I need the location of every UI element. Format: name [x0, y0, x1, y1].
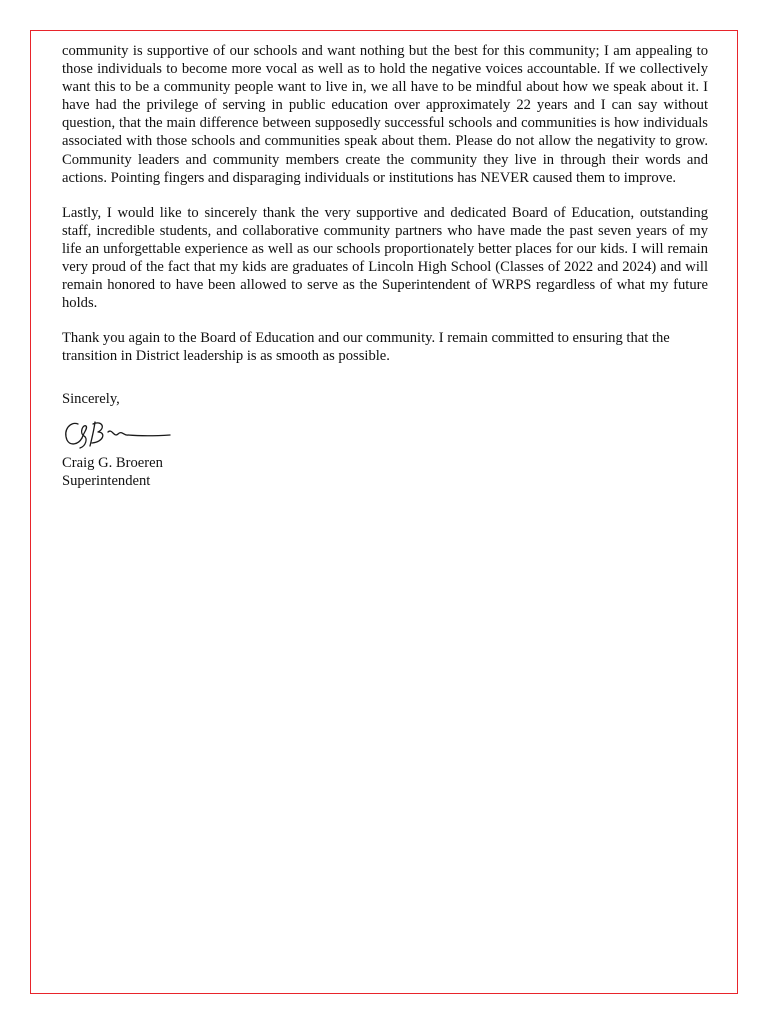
signer-title: Superintendent: [62, 472, 151, 489]
letter-paragraph-thanks: Lastly, I would like to sincerely thank the very supportive and dedicated Board of Education, outstanding staff, incredible students, and collaborative community partners who have made the past seven years of my life an unforgettable experience as well as our schools proportionately better places for our kids. I will remain very proud of the fact that my kids are graduates of Lincoln High School (Classes of 2022 and 2024) and will remain honored to have been allowed to serve as the Superintendent of WRPS regardless of what my future holds.: [62, 204, 708, 312]
handwritten-signature: [62, 418, 174, 452]
signer-name: Craig G. Broeren: [62, 454, 163, 471]
letter-paragraph-transition: Thank you again to the Board of Education and our community. I remain committed to ensuring that the transition in District leadership is as smooth as possible.: [62, 330, 670, 365]
letter-closing: Sincerely,: [62, 390, 120, 407]
letter-body: [62, 42, 708, 490]
letter-paragraph-community: community is supportive of our schools and want nothing but the best for this community; I am appealing to those individuals to become more vocal as well as to hold the negative voices accountable. If we collectively want this to be a community people want to live in, we all have to be mindful about how we speak about it. I have had the privilege of serving in public education over approximately 22 years and I can say without question, that the main difference between supposedly successful schools and communities is how individuals associated with those schools and communities speak about them. Please do not allow the negativity to grow. Community leaders and community members create the community they live in through their words and actions. Pointing fingers and disparaging individuals or institutions has NEVER caused them to improve.: [62, 43, 708, 186]
